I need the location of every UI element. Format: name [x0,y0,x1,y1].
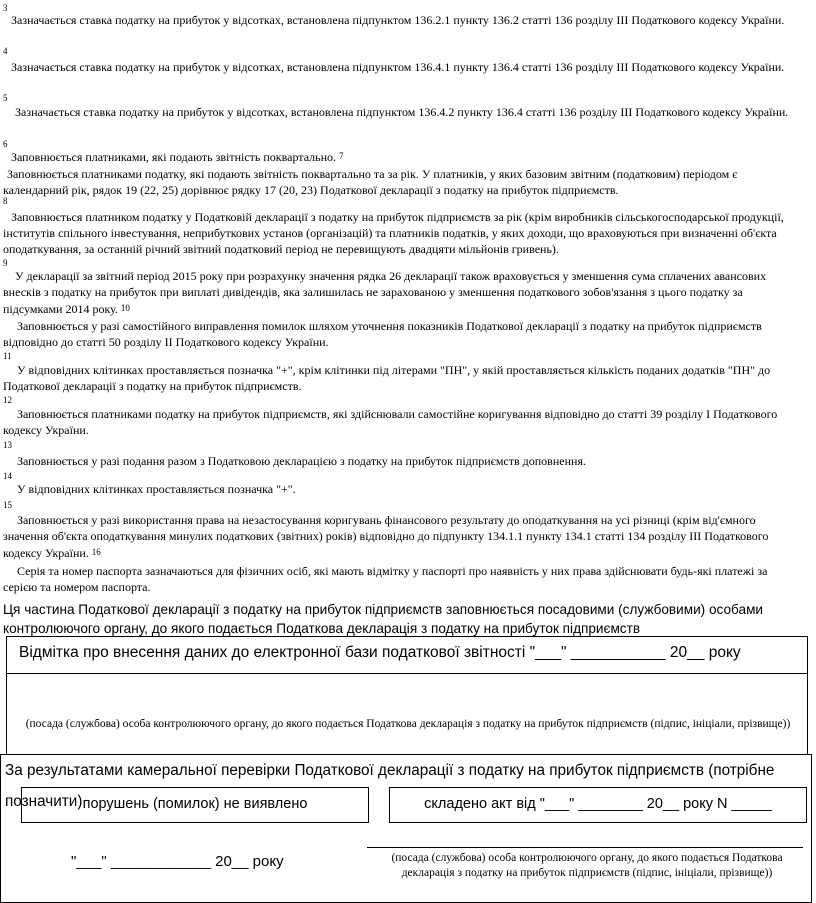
footnote-number: 12 [3,395,12,405]
footnote-number: 8 [3,196,8,206]
footnote-number: 11 [3,351,12,361]
footnote-text: Заповнюється у разі самостійного виправлення помилок шляхом уточнення показників Податкової декларації з податку на прибуток підприємств відповідно до статті 50 розділу II Податкового кодексу України. [3,319,762,349]
footnote-text: Зазначається ставка податку на прибуток у відсотках, встановлена підпунктом 136.4.2 пункту 136.4 статті 136 розділу III Податкового кодексу України. [15,105,789,119]
no-violations-option[interactable] [21,787,369,823]
footnote-text: Зазначається ставка податку на прибуток у відсотках, встановлена підпунктом 136.2.1 пункту 136.2 статті 136 розділу III Податкового кодексу України. [11,13,785,27]
footnote-text: Заповнюється платниками податку на прибуток підприємств, які здійснювали самостійне коригування відповідно до статті 39 розділу I Податкового кодексу України. [3,407,778,437]
official-caption: (посада (службова) особа контролюючого органу, до якого подається Податкова декларація з податку на прибуток підприємств (підпис, ініціали, прізвище)) [25,718,791,730]
footnote-text: Серія та номер паспорта зазначаються для фізичних осіб, які мають відмітку у паспорті про наявність у них права здійснювати будь-які платежі за серією та номером паспорта. [3,564,768,594]
inspection-title: За результатами камеральної перевірки Податкової декларації з податку на прибуток підприємств (потрібне позначити) [5,762,775,810]
footnote-text: У відповідних клітинках проставляється позначка "+", крім клітинки під літерами "ПН", у якій проставляється кількість поданих додатків "ПН" до Податкової декларації з податку на прибуток підприємств. [3,363,771,393]
database-mark-text: Відмітка про внесення даних до електронної бази податкової звітності "___" ___________ 20__ року [19,644,741,661]
footnote-number: 3 [3,3,8,13]
footnote-number: 15 [3,500,12,510]
footnote-text: Заповнюється платниками, які подають звітність поквартально. 7 [11,150,344,164]
footnote-number: 13 [3,440,12,450]
database-mark-box [6,636,808,674]
footnote-inline-number: 10 [120,303,130,313]
footnote-text: Заповнюється платником податку у Податковій декларації з податку на прибуток підприємств за рік (крім виробників сільськогосподарської продукції, інститутів спільного інвестування, неприбуткових установ (організацій) та платників податків, у яких доходи, що враховуються при визначенні об'єкта оподаткування, за останній річний звітний податковий період не перевищують двадцяти мільйонів гривень). [3,210,784,256]
footnote-number: 9 [3,258,8,268]
footnote-text: Заповнюється у разі подання разом з Податковою декларацією з податку на прибуток підприємств доповнення. [17,454,586,468]
footnote-inline-number: 7 [339,151,344,161]
footnote-number: 5 [3,93,8,103]
footnote-text: Зазначається ставка податку на прибуток у відсотках, встановлена підпунктом 136.4.1 пункту 136.4 статті 136 розділу III Податкового кодексу України. [11,60,785,74]
footnote-text: Заповнюється платниками податку, які подають звітність поквартально та за рік. У платників, у яких базовим звітним (податковим) періодом є календарний рік, рядок 19 (22, 25) дорівнює рядку 17 (20, 23) Податкової декларації з податку на прибуток підприємств. [3,167,738,197]
footnote-number: 6 [3,139,8,149]
act-drawn-label: складено акт від "___" ________ 20__ року N _____ [424,796,772,812]
no-violations-label: порушень (помилок) не виявлено [82,796,308,812]
official-signature-box [6,673,808,755]
footnote-text: Заповнюється у разі використання права на незастосування коригувань фінансового результату до оподаткування на усі різниці (крім від'ємного значення об'єкта оподаткування минулих податкових (звітних) років) відповідно до підпункту 134.1.1 пункту 134.1 статті 134 розділу III Податкового кодексу України. 16 [3,513,769,560]
inspection-date-line: "___" ____________ 20__ року [71,853,284,870]
footnote-number: 14 [3,471,12,481]
inspection-results-box [0,754,812,903]
footnote-number: 4 [3,46,8,56]
section-title: Ця частина Податкової декларації з податку на прибуток підприємств заповнюється посадовими (службовими) особами контролюючого органу, до якого подається Податкова декларація з податку на прибуток підприємств [3,602,764,636]
signature-caption: (посада (службова) особа контролюючого органу, до якого подається Податкова декларація з податку на прибуток підприємств (підпис, ініціали, прізвище)) [391,852,783,879]
act-drawn-option[interactable] [389,787,807,823]
signature-rule [367,847,803,848]
footnote-text: У декларації за звітний період 2015 року при розрахунку значення рядка 26 декларації також враховується у зменшення сума сплачених авансових внесків з податку на прибуток при виплаті дивідендів, яка залишилась не зарахованою у зменшення податкового зобов'язання з цього податку за підсумками 2014 року. 10 [3,269,767,316]
footnote-text: У відповідних клітинках проставляється позначка "+". [17,482,296,496]
footnote-inline-number: 16 [91,547,101,557]
